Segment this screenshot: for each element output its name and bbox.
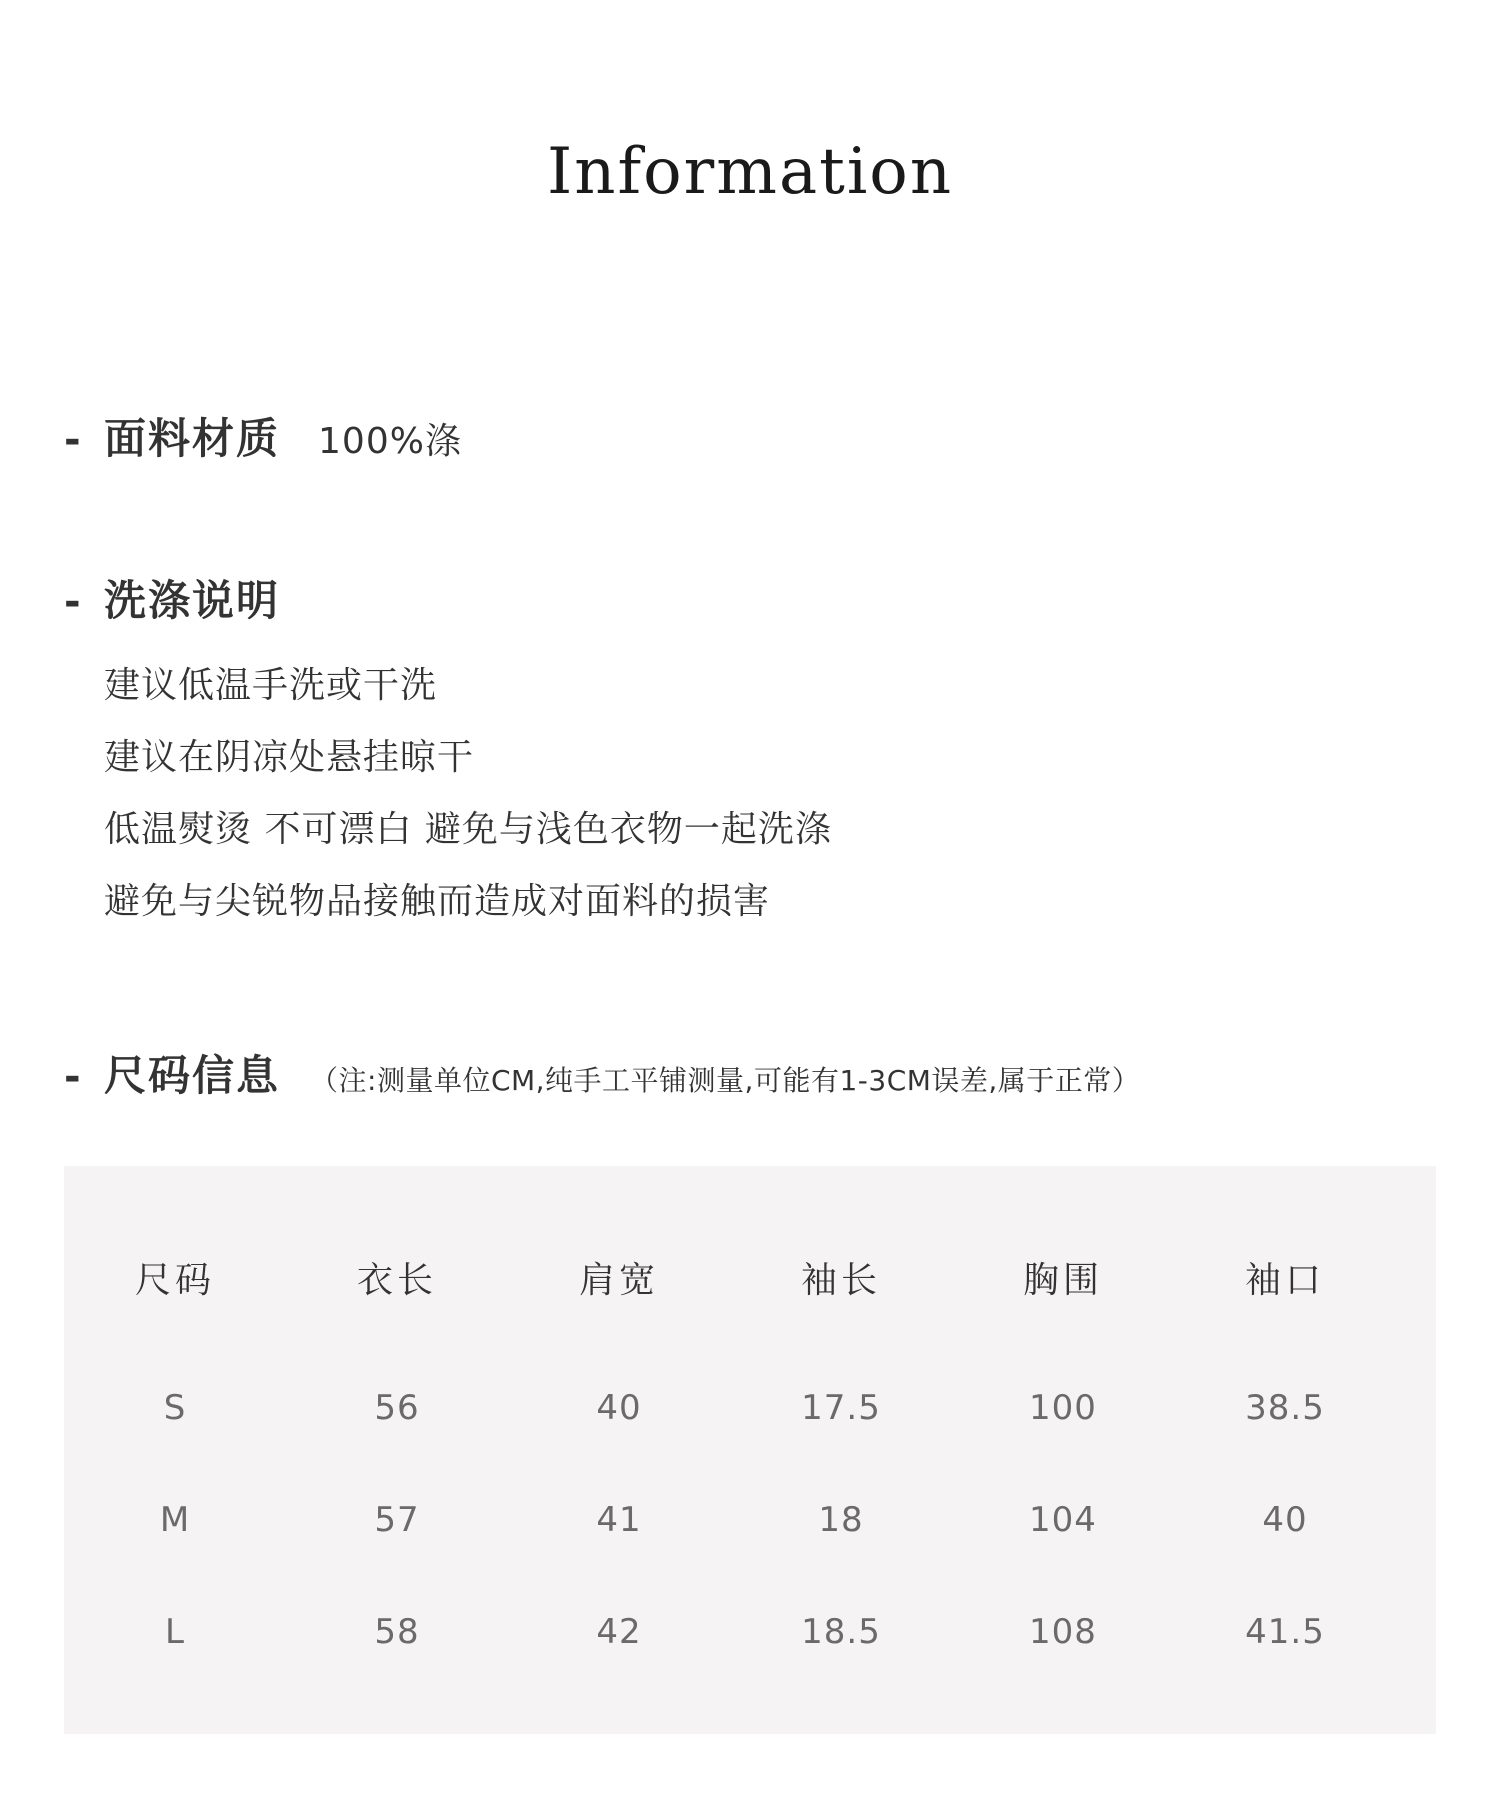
size-section (64, 1043, 1140, 1103)
table-cell: 57 (374, 1500, 420, 1540)
care-instruction: 建议在阴凉处悬挂晾干 (104, 737, 475, 778)
table-row (64, 1500, 1396, 1612)
care-instructions-list (104, 650, 832, 938)
table-cell: 100 (1029, 1388, 1097, 1428)
fabric-section (64, 406, 462, 466)
column-header-size: 尺码 (134, 1259, 215, 1301)
care-instruction: 低温熨烫 不可漂白 避免与浅色衣物一起洗涤 (104, 809, 832, 850)
table-cell: 18 (818, 1500, 864, 1540)
table-row (64, 1612, 1396, 1724)
table-cell: 42 (596, 1612, 642, 1652)
fabric-value: 100%涤 (318, 421, 462, 462)
size-note: （注:测量单位CM,纯手工平铺测量,可能有1-3CM误差,属于正常） (310, 1064, 1141, 1097)
table-cell: 40 (1262, 1500, 1308, 1540)
table-cell: 108 (1029, 1612, 1097, 1652)
column-header-chest: 胸围 (1022, 1259, 1103, 1301)
table-cell: S (163, 1388, 187, 1428)
bullet-dash: - (64, 417, 81, 463)
table-cell: 40 (596, 1388, 642, 1428)
table-cell: 17.5 (801, 1388, 881, 1428)
table-cell: M (159, 1500, 191, 1540)
page-title: Information (546, 135, 954, 209)
fabric-label: 面料材质 (104, 414, 281, 463)
size-heading (64, 1043, 1140, 1103)
table-cell: 41 (596, 1500, 642, 1540)
column-header-sleeve: 袖长 (800, 1259, 881, 1301)
column-header-shoulder: 肩宽 (578, 1259, 659, 1301)
table-cell: 58 (374, 1612, 420, 1652)
table-cell: 56 (374, 1388, 420, 1428)
size-chart (64, 1166, 1436, 1734)
care-label: 洗涤说明 (104, 576, 281, 625)
table-cell: 18.5 (801, 1612, 881, 1652)
column-header-length: 衣长 (356, 1259, 437, 1301)
column-header-cuff: 袖口 (1244, 1259, 1325, 1301)
bullet-dash: - (64, 1054, 81, 1100)
care-section (64, 568, 832, 938)
table-cell: 104 (1029, 1500, 1097, 1540)
bullet-dash: - (64, 579, 81, 625)
fabric-heading (64, 406, 462, 466)
table-cell: 41.5 (1245, 1612, 1325, 1652)
care-instruction: 避免与尖锐物品接触而造成对面料的损害 (104, 881, 771, 922)
size-label: 尺码信息 (104, 1051, 281, 1100)
table-cell: L (165, 1612, 185, 1652)
table-row (64, 1388, 1396, 1500)
table-cell: 38.5 (1245, 1388, 1325, 1428)
size-table (64, 1166, 1396, 1724)
care-heading (64, 568, 832, 628)
table-header-row (64, 1166, 1396, 1388)
care-instruction: 建议低温手洗或干洗 (104, 665, 438, 706)
